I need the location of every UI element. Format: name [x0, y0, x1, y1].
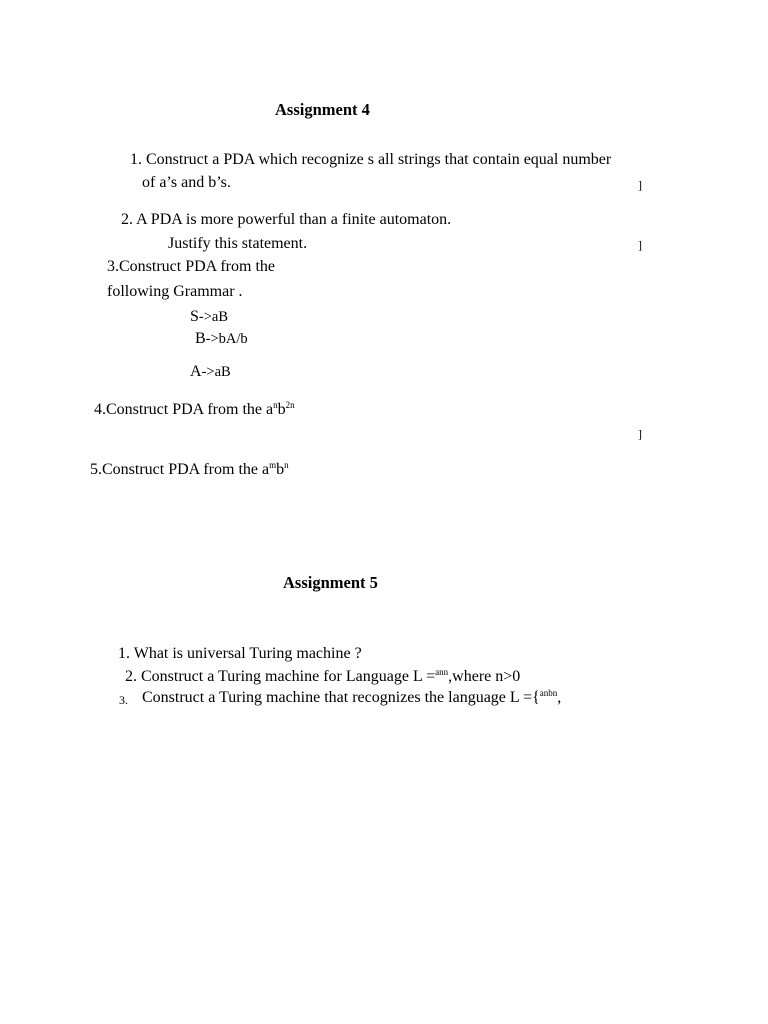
a4-question-5-mid: b: [276, 461, 285, 478]
a5-question-1: 1. What is universal Turing machine ?: [118, 645, 362, 662]
a4-question-5-text: 5.Construct PDA from the a: [90, 461, 270, 478]
a4-question-4-sup-2: 2n: [285, 400, 295, 410]
a4-question-4-mid: b: [277, 401, 286, 418]
a5-question-3-sup: anbn: [539, 688, 558, 698]
a5-question-2-text: 2. Construct a Turing machine for Language L =: [125, 668, 436, 685]
a4-question-2-line-2: Justify this statement.: [168, 235, 308, 252]
a4-question-5: [90, 462, 289, 478]
a4-question-2-line-1: 2. A PDA is more powerful than a finite automaton.: [121, 211, 452, 228]
a4-question-3-line-2: following Grammar .: [107, 283, 243, 300]
a5-question-3-number: 3.: [119, 693, 128, 707]
assignment-5-title: Assignment 5: [283, 573, 378, 592]
grammar-rule-2-lhs: B: [195, 330, 206, 347]
grammar-rule-3: [190, 364, 231, 380]
grammar-rule-1-lhs: S: [190, 308, 199, 325]
a5-question-2-after: ,where n>0: [448, 668, 521, 685]
assignment-4-title: Assignment 4: [275, 100, 370, 119]
a4-question-1-bracket: ]: [638, 178, 642, 192]
grammar-rule-3-lhs: A: [190, 363, 202, 380]
a4-question-4-bracket: ]: [638, 427, 642, 441]
a4-question-4-sup-1: n: [273, 400, 278, 410]
a5-question-2-sup: ann: [435, 667, 449, 677]
grammar-rule-3-rhs: ->aB: [201, 364, 231, 380]
a4-question-4: [94, 402, 295, 418]
a4-question-2-bracket: ]: [638, 238, 642, 252]
grammar-rule-2: [195, 331, 248, 347]
a5-question-3: [142, 690, 561, 706]
grammar-rule-2-rhs: ->bA/b: [205, 331, 248, 347]
a5-question-3-after: ,: [557, 689, 562, 706]
a4-question-1-line-2: of a’s and b’s.: [142, 174, 231, 191]
grammar-rule-1-rhs: ->aB: [198, 309, 229, 325]
a4-question-5-sup-1: m: [269, 460, 277, 470]
a4-question-1-line-1: 1. Construct a PDA which recognize s all strings that contain equal number: [130, 151, 612, 168]
a5-question-2: [125, 669, 520, 685]
a4-question-5-sup-2: n: [284, 460, 289, 470]
a4-question-4-text: 4.Construct PDA from the a: [94, 401, 274, 418]
a5-question-3-text: Construct a Turing machine that recognizes the language L ={: [142, 689, 540, 706]
grammar-rule-1: [190, 309, 228, 325]
a4-question-3-line-1: 3.Construct PDA from the: [107, 258, 275, 275]
